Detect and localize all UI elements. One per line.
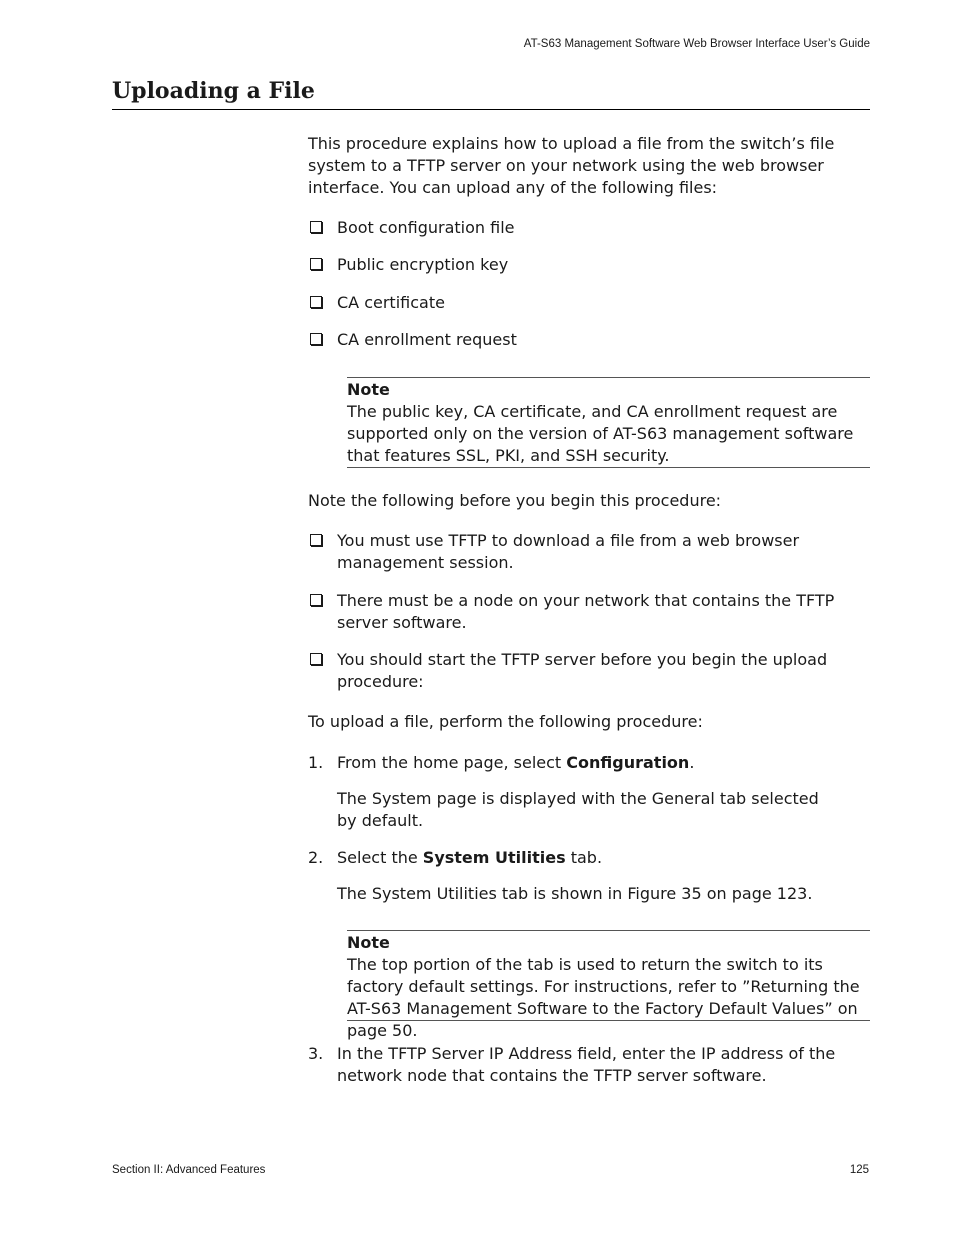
note-text: The public key, CA certificate, and CA enrollment request are supported only on the version of AT-S63 management software that features SSL, PKI, and SSH security.: [347, 402, 854, 465]
list-item: [337, 292, 870, 314]
running-header: AT-S63 Management Software Web Browser Interface User’s Guide: [523, 38, 870, 50]
step-bold-term: Configuration: [566, 753, 690, 772]
step-number: 2.: [308, 848, 324, 867]
note-box: [347, 377, 870, 468]
list-item-text: CA enrollment request: [337, 330, 517, 349]
step-detail: The System page is displayed with the General tab selected by default.: [337, 789, 819, 830]
step-text-prefix: Select the: [337, 848, 423, 867]
checkbox-bullet-icon: [310, 534, 322, 546]
page-number: 125: [849, 1164, 869, 1176]
checkbox-bullet-icon: [310, 221, 322, 233]
list-item: [337, 254, 870, 276]
procedure-intro: To upload a file, perform the following procedure:: [308, 712, 703, 731]
note-box: [347, 930, 870, 1040]
checkbox-bullet-icon: [310, 653, 322, 665]
checkbox-bullet-icon: [310, 333, 322, 345]
note-label: Note: [347, 933, 390, 952]
note-label: Note: [347, 380, 390, 399]
checkbox-bullet-icon: [310, 594, 322, 606]
step-1: [308, 752, 870, 774]
list-item-text: There must be a node on your network that contains the TFTP server software.: [337, 591, 835, 632]
step-text-prefix: From the home page, select: [337, 753, 567, 772]
note-text: The top portion of the tab is used to return the switch to its factory default settings. For instructions, refer to ”Returning the AT-S63 Management Software to the Factory Default Values” on page 50.: [347, 955, 860, 1040]
step-text-suffix: .: [689, 753, 695, 772]
title-rule: [112, 109, 870, 110]
intro-paragraph: This procedure explains how to upload a file from the switch’s file system to a TFTP server on your network using the web browser interface. You can upload any of the following files:: [308, 134, 835, 197]
section-title: Uploading a File: [112, 78, 315, 104]
list-item-text: You should start the TFTP server before you begin the upload procedure:: [337, 650, 828, 691]
list-item-text: Public encryption key: [337, 255, 509, 274]
list-item-text: CA certificate: [337, 293, 445, 312]
footer-section: Section II: Advanced Features: [112, 1164, 266, 1176]
step-number: 1.: [308, 753, 324, 772]
step-bold-term: System Utilities: [422, 848, 566, 867]
list-item: [337, 530, 827, 574]
step-text-suffix: tab.: [565, 848, 603, 867]
step-3: [308, 1043, 870, 1087]
list-item: [337, 217, 870, 239]
checkbox-bullet-icon: [310, 296, 322, 308]
step-detail: The System Utilities tab is shown in Figure 35 on page 123.: [337, 884, 813, 903]
checkbox-bullet-icon: [310, 258, 322, 270]
list-item: [337, 649, 837, 693]
list-item-text: Boot configuration file: [337, 218, 515, 237]
list-item-text: You must use TFTP to download a file from a web browser management session.: [337, 531, 800, 572]
list-item: [337, 329, 870, 351]
step-number: 3.: [308, 1044, 324, 1063]
step-text: In the TFTP Server IP Address field, enter the IP address of the network node that contains the TFTP server software.: [337, 1044, 836, 1085]
list-item: [337, 590, 837, 634]
step-2: [308, 847, 870, 869]
prereq-intro: Note the following before you begin this procedure:: [308, 491, 722, 510]
